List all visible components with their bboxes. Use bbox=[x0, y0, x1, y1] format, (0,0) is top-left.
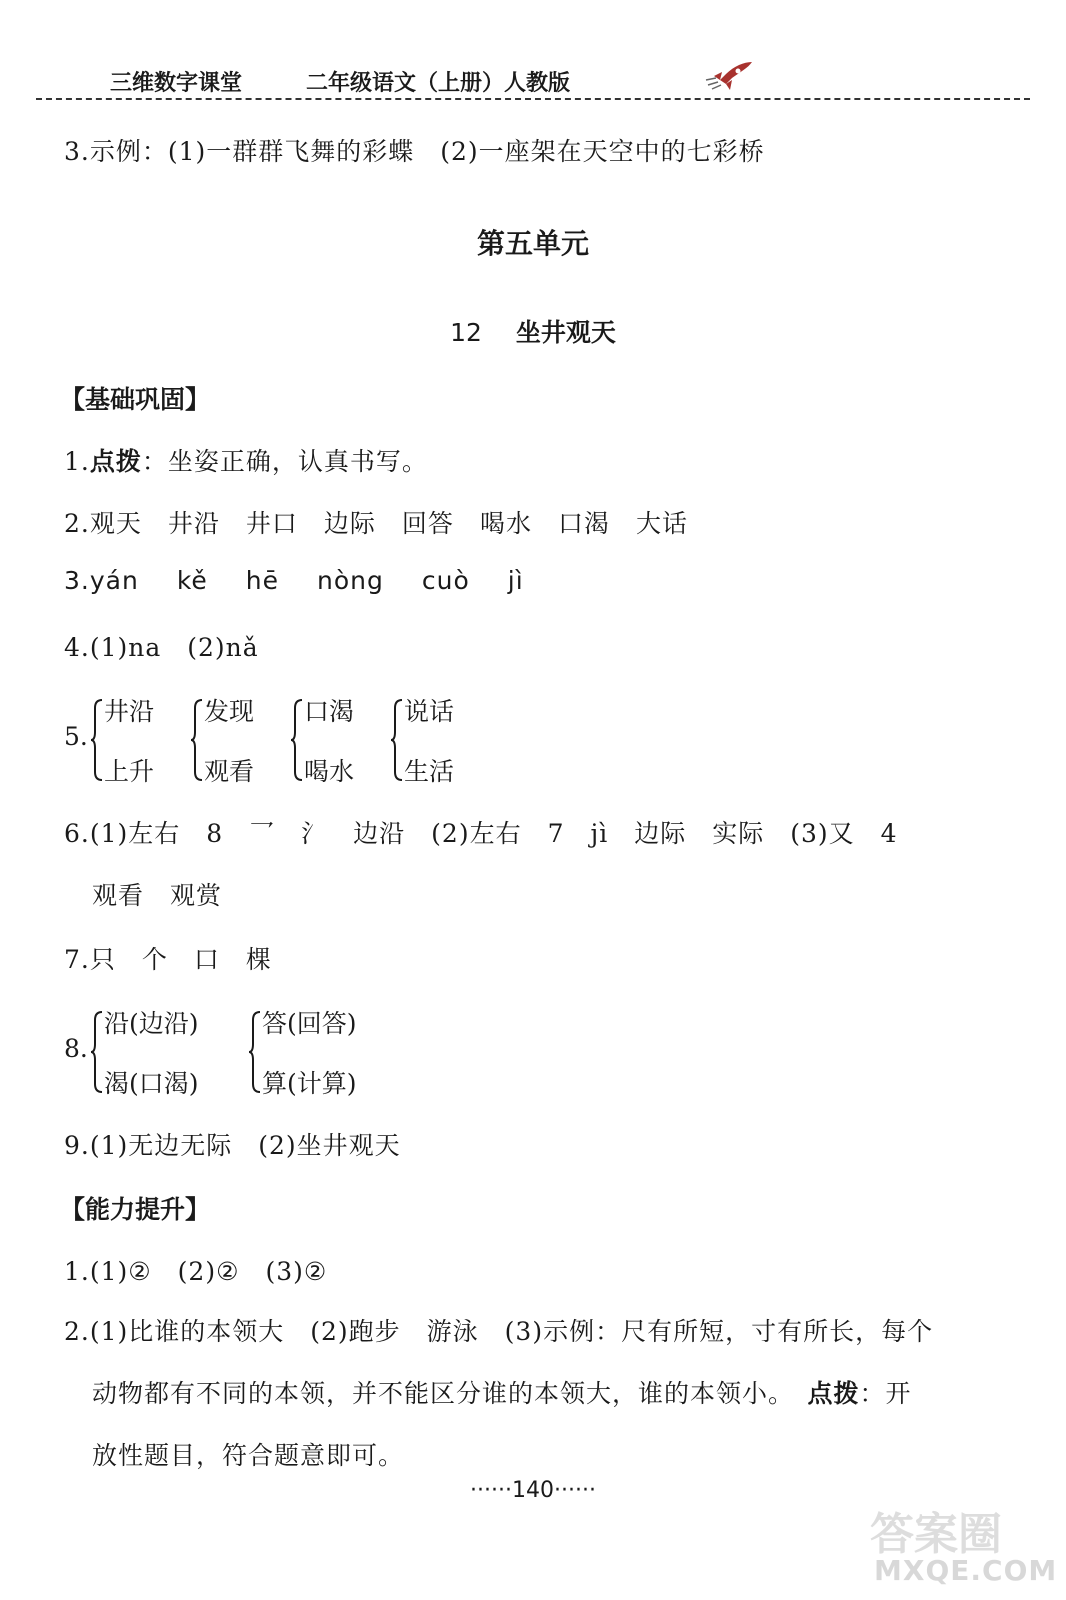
advanced-q2-line1: 2.(1)比谁的本领大 (2)跑步 游泳 (3)示例：尺有所短，寸有所长，每个 bbox=[64, 1317, 934, 1346]
basic-q5 bbox=[64, 692, 484, 792]
q2-line2-tail: ：开 bbox=[859, 1379, 912, 1408]
q5-top-word: 发现 bbox=[204, 697, 255, 726]
hint-label: 点拨 bbox=[807, 1379, 860, 1408]
basic-q3 bbox=[64, 566, 524, 595]
advanced-q2-line2 bbox=[92, 1374, 912, 1410]
page-number-dots-right: ······ bbox=[554, 1478, 596, 1503]
page-number-dots-left: ······ bbox=[470, 1478, 512, 1503]
advanced-q1: 1.(1)② (2)② (3)② bbox=[64, 1257, 328, 1286]
basic-q1 bbox=[64, 442, 428, 478]
watermark bbox=[870, 1498, 1058, 1598]
q8-bottom-word: 算(计算) bbox=[262, 1069, 357, 1098]
basic-q6-line2: 观看 观赏 bbox=[92, 881, 223, 910]
brace-icon bbox=[248, 1010, 262, 1094]
basic-q6-line1: 6.(1)左右 8 乛 氵 边沿 (2)左右 7 jì 边际 实际 (3)又 4 bbox=[64, 819, 898, 848]
q3-pinyin: cuò bbox=[421, 566, 470, 595]
q2-line2-text: 动物都有不同的本领，并不能区分谁的本领大，谁的本领小。 bbox=[92, 1379, 808, 1408]
q2-word: 大话 bbox=[635, 509, 688, 538]
basic-q2 bbox=[64, 504, 688, 540]
basic-q8 bbox=[64, 1004, 464, 1104]
q1-number: 1. bbox=[64, 447, 90, 476]
q8-top-word: 答(回答) bbox=[262, 1009, 357, 1038]
q3-pinyin: yán bbox=[89, 566, 139, 595]
q2-word: 回答 bbox=[401, 509, 454, 538]
rocket-icon bbox=[704, 58, 756, 92]
brace-icon bbox=[190, 698, 204, 782]
q2-word: 边际 bbox=[323, 509, 376, 538]
q8-bottom-word: 渴(口渴) bbox=[104, 1069, 199, 1098]
brace-icon bbox=[390, 698, 404, 782]
q2-word: 口渴 bbox=[557, 509, 610, 538]
q5-bottom-word: 上升 bbox=[104, 757, 155, 786]
header-book-title: 二年级语文（上册）人教版 bbox=[306, 71, 571, 96]
basic-q4: 4.(1)na (2)nǎ bbox=[64, 633, 259, 662]
q2-word: 井口 bbox=[245, 509, 298, 538]
page-number-value: 140 bbox=[512, 1478, 554, 1503]
q3-number: 3. bbox=[64, 566, 90, 595]
basic-q9: 9.(1)无边无际 (2)坐井观天 bbox=[64, 1131, 401, 1160]
lesson-number: 12 bbox=[450, 318, 482, 347]
q2-number: 2. bbox=[64, 509, 90, 538]
q3-pinyin: jì bbox=[507, 566, 524, 595]
unit-title: 第五单元 bbox=[476, 227, 589, 260]
prev-answer-3: 3.示例：(1)一群群飞舞的彩蝶 (2)一座架在天空中的七彩桥 bbox=[64, 137, 765, 166]
basic-q7: 7.只 个 口 棵 bbox=[64, 945, 272, 974]
watermark-text: MXQE.COM bbox=[874, 1554, 1058, 1587]
q8-top-word: 沿(边沿) bbox=[104, 1009, 199, 1038]
advanced-q2-line3: 放性题目，符合题意即可。 bbox=[92, 1441, 405, 1470]
q3-pinyin: kě bbox=[176, 566, 208, 595]
header-divider bbox=[36, 98, 1030, 100]
page-header bbox=[36, 62, 1030, 102]
hint-label: 点拨 bbox=[89, 447, 142, 476]
section-basic: 【基础巩固】 bbox=[60, 385, 211, 414]
q5-top-word: 说话 bbox=[404, 697, 455, 726]
q1-text: ：坐姿正确，认真书写。 bbox=[141, 447, 428, 476]
section-advanced: 【能力提升】 bbox=[60, 1195, 211, 1224]
q5-bottom-word: 观看 bbox=[204, 757, 255, 786]
q2-word: 喝水 bbox=[479, 509, 532, 538]
lesson-name: 坐井观天 bbox=[515, 318, 616, 347]
q5-bottom-word: 生活 bbox=[404, 757, 455, 786]
q2-word: 井沿 bbox=[167, 509, 220, 538]
q5-bottom-word: 喝水 bbox=[304, 757, 355, 786]
header-series-title: 三维数字课堂 bbox=[110, 71, 243, 96]
brace-icon bbox=[290, 698, 304, 782]
q5-top-word: 口渴 bbox=[304, 697, 355, 726]
lesson-title bbox=[0, 313, 1066, 349]
q3-pinyin: hē bbox=[245, 566, 280, 595]
watermark-logo: 答案圈 bbox=[870, 1509, 1002, 1560]
q8-number: 8. bbox=[64, 1034, 88, 1063]
q5-number: 5. bbox=[64, 722, 88, 751]
brace-icon bbox=[90, 698, 104, 782]
q2-word: 观天 bbox=[89, 509, 142, 538]
brace-icon bbox=[90, 1010, 104, 1094]
q3-pinyin: nòng bbox=[317, 566, 384, 595]
q5-top-word: 井沿 bbox=[104, 697, 155, 726]
